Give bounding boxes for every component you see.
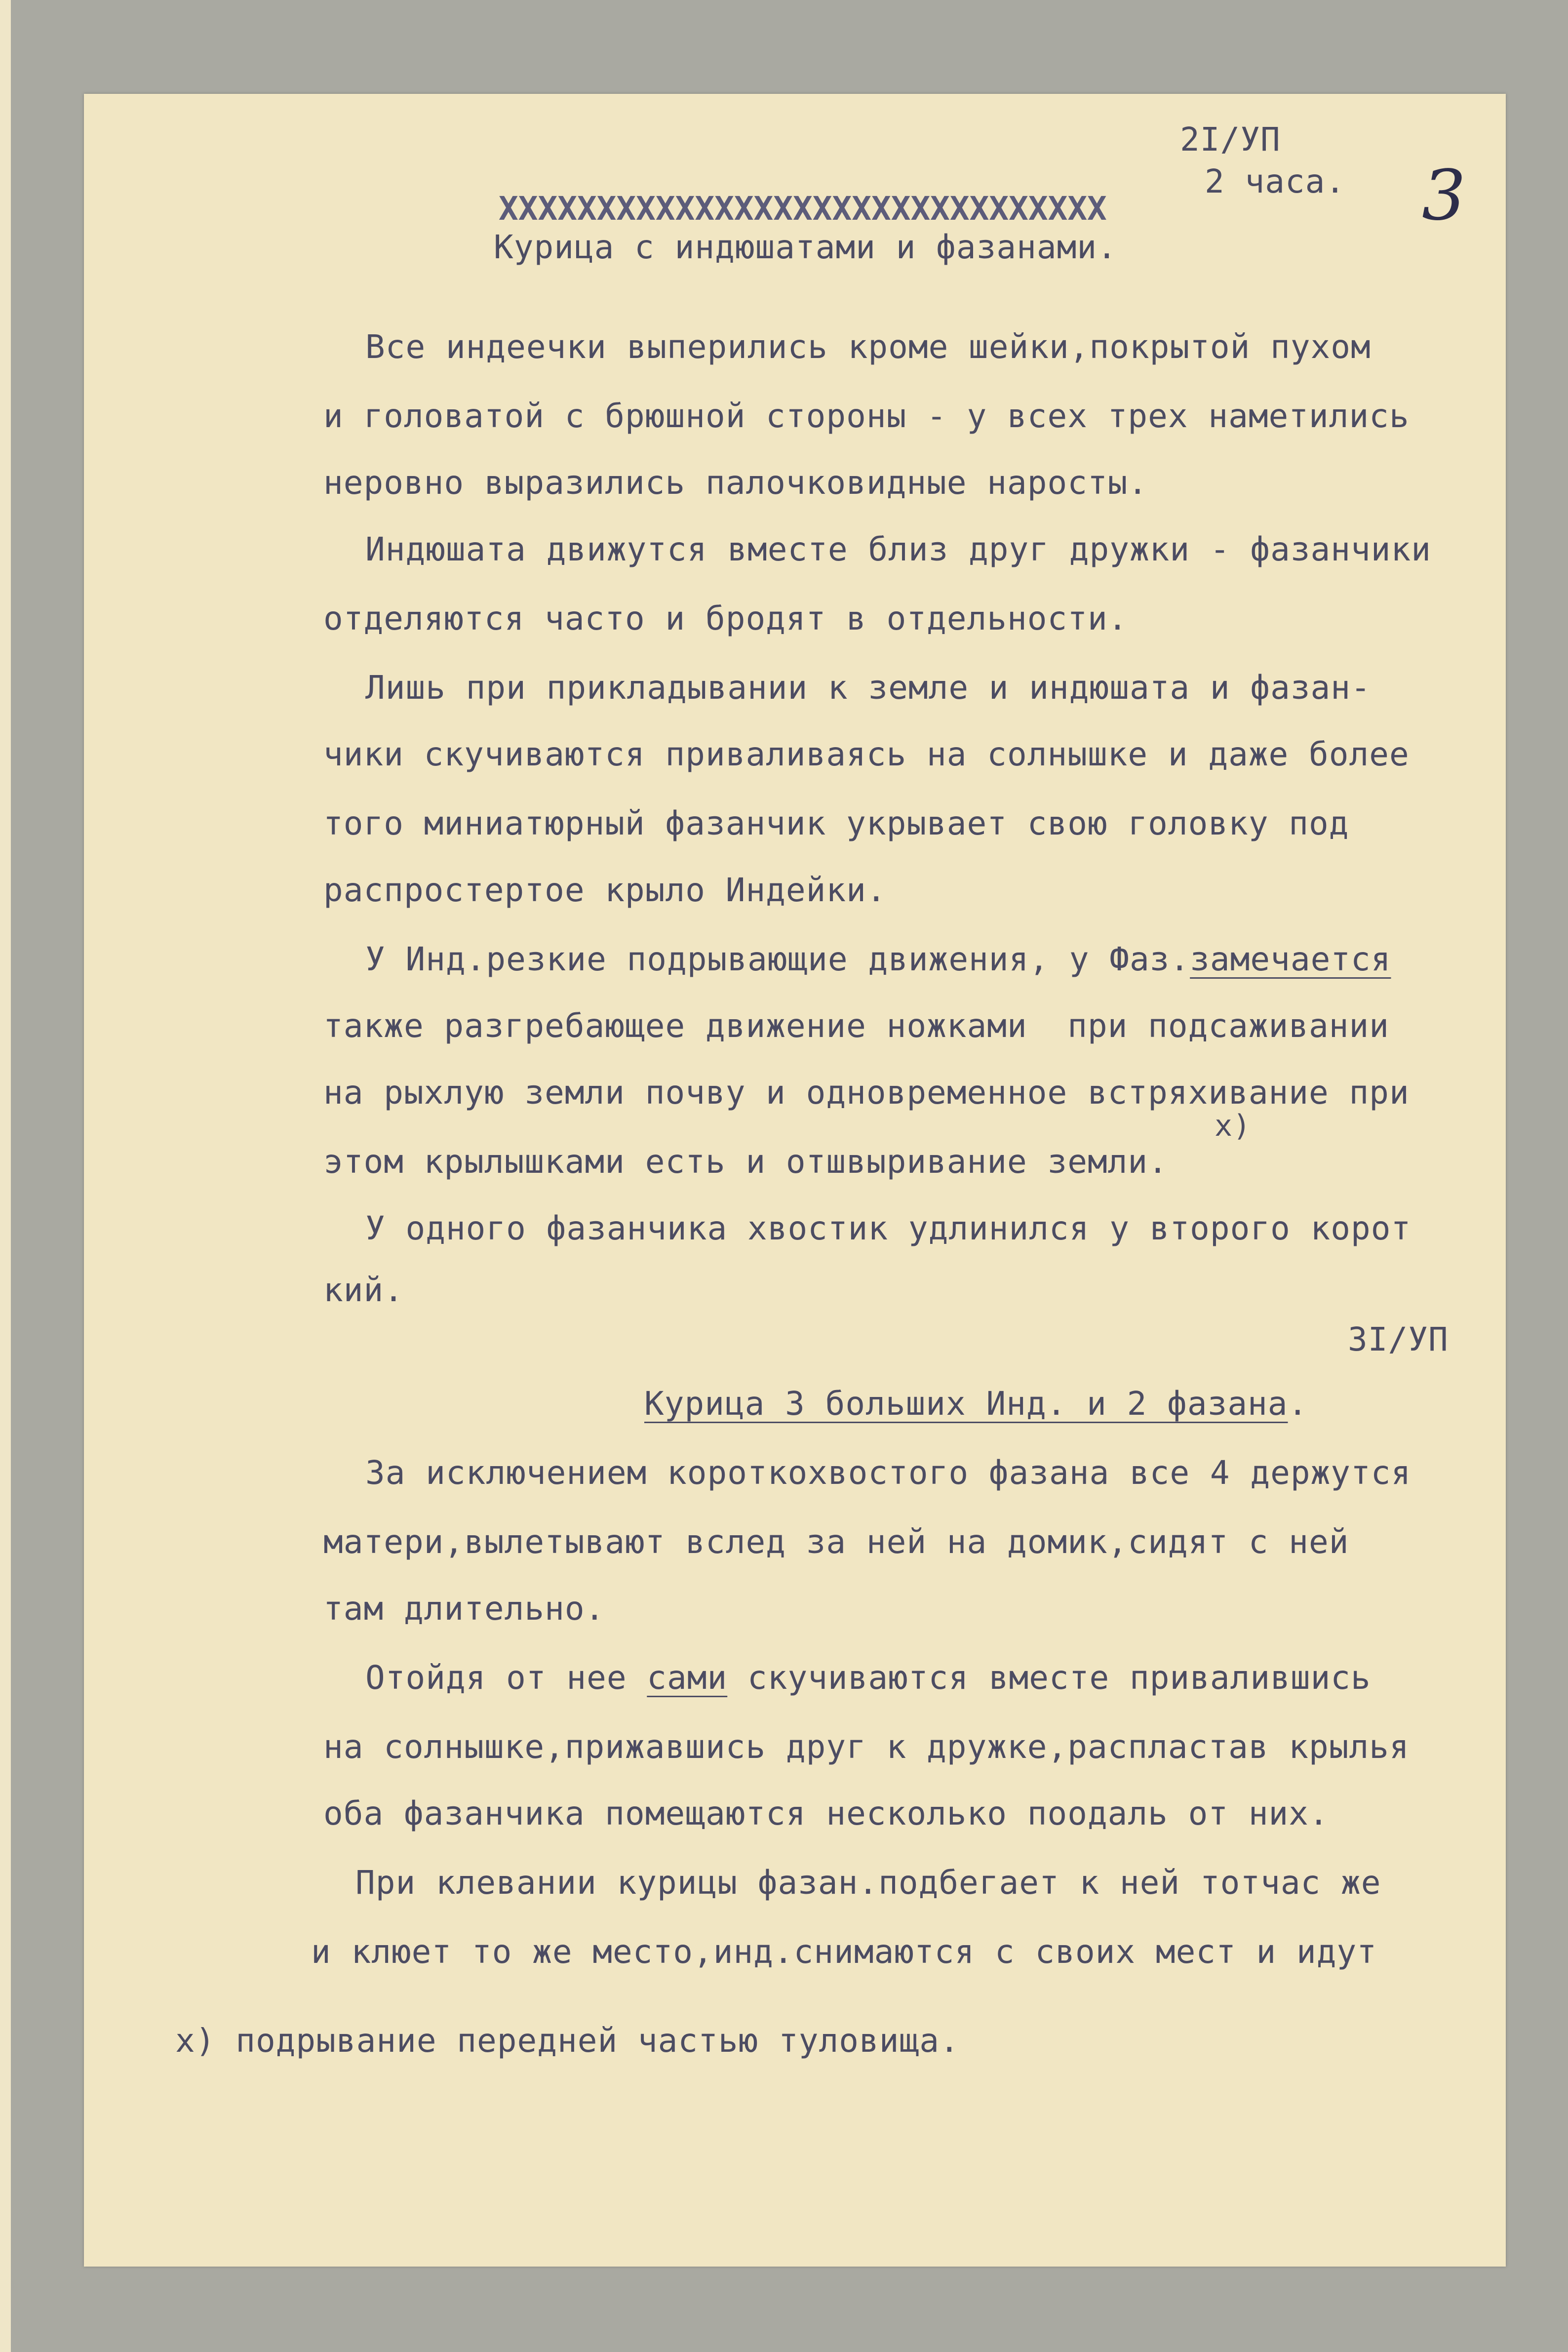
body-line: чики скучиваются приваливаясь на солнышке и даже более xyxy=(323,735,1410,773)
title-period: . xyxy=(1288,1385,1308,1423)
body-line xyxy=(365,1659,1371,1697)
body-line: на рыхлую земли почву и одновременное встряхивание при xyxy=(323,1074,1410,1112)
body-line: отделяются часто и бродят в отдельности. xyxy=(323,599,1128,638)
underlined-word: замечается xyxy=(1190,940,1391,978)
body-line: Все индеечки выперились кроме шейки,покрытой пухом xyxy=(365,328,1371,366)
underlined-title: Курица 3 больших Инд. и 2 фазана xyxy=(644,1385,1288,1423)
section-title: Курица с индюшатами и фазанами. xyxy=(494,228,1117,266)
footnote: х) подрывание передней частью туловища. xyxy=(175,2022,960,2060)
body-text: У Инд.резкие подрывающие движения, у Фаз. xyxy=(365,940,1190,978)
header-date: 2I/УП xyxy=(1180,120,1281,159)
body-line: также разгребающее движение ножками при подсаживании xyxy=(323,1007,1389,1045)
body-line xyxy=(365,940,1391,978)
struck-out-heading: ХХХХХХХХХХХХХХХХХХХХХХХХХХХХХХХ xyxy=(499,190,1107,228)
body-line: кий. xyxy=(323,1271,404,1309)
body-text: скучиваются вместе привалившись xyxy=(727,1659,1371,1697)
body-line: и головатой с брюшной стороны - у всех трех наметились xyxy=(323,397,1410,435)
body-line: При клевании курицы фазан.подбегает к ней тотчас же xyxy=(355,1864,1381,1902)
body-line: матери,вылетывают вслед за ней на домик,сидят с ней xyxy=(323,1523,1349,1561)
body-line: и клюет то же место,инд.снимаются с своих мест и идут xyxy=(311,1933,1377,1971)
body-line: Индюшата движутся вместе близ друг дружки - фазанчики xyxy=(365,530,1431,568)
section-date: 3I/УП xyxy=(1348,1320,1449,1358)
body-line: на солнышке,прижавшись друг к дружке,распластав крылья xyxy=(323,1728,1410,1766)
body-line: того миниатюрный фазанчик укрывает свою головку под xyxy=(323,804,1349,842)
body-line: оба фазанчика помещаются несколько поодаль от них. xyxy=(323,1794,1329,1833)
footnote-mark: х) xyxy=(1215,1109,1252,1143)
section-title xyxy=(644,1385,1308,1423)
body-line: У одного фазанчика хвостик удлинился у второго корот xyxy=(365,1209,1411,1247)
body-line: этом крылышками есть и отшвыривание земли. xyxy=(323,1143,1168,1181)
body-line: Лишь при прикладывании к земле и индюшата и фазан- xyxy=(365,669,1371,707)
body-line: там длительно. xyxy=(323,1590,605,1628)
header-time: 2 часа. xyxy=(1205,162,1346,200)
body-line: неровно выразились палочковидные наросты. xyxy=(323,464,1148,502)
body-line: За исключением короткохвостого фазана все 4 держутся xyxy=(365,1454,1411,1492)
body-line: распростертое крыло Индейки. xyxy=(323,871,887,909)
body-text: Отойдя от нее xyxy=(365,1659,647,1697)
archive-page-number: 3 xyxy=(1422,156,1466,236)
underlined-word: сами xyxy=(647,1659,728,1697)
adjacent-page-edge xyxy=(0,0,11,2352)
